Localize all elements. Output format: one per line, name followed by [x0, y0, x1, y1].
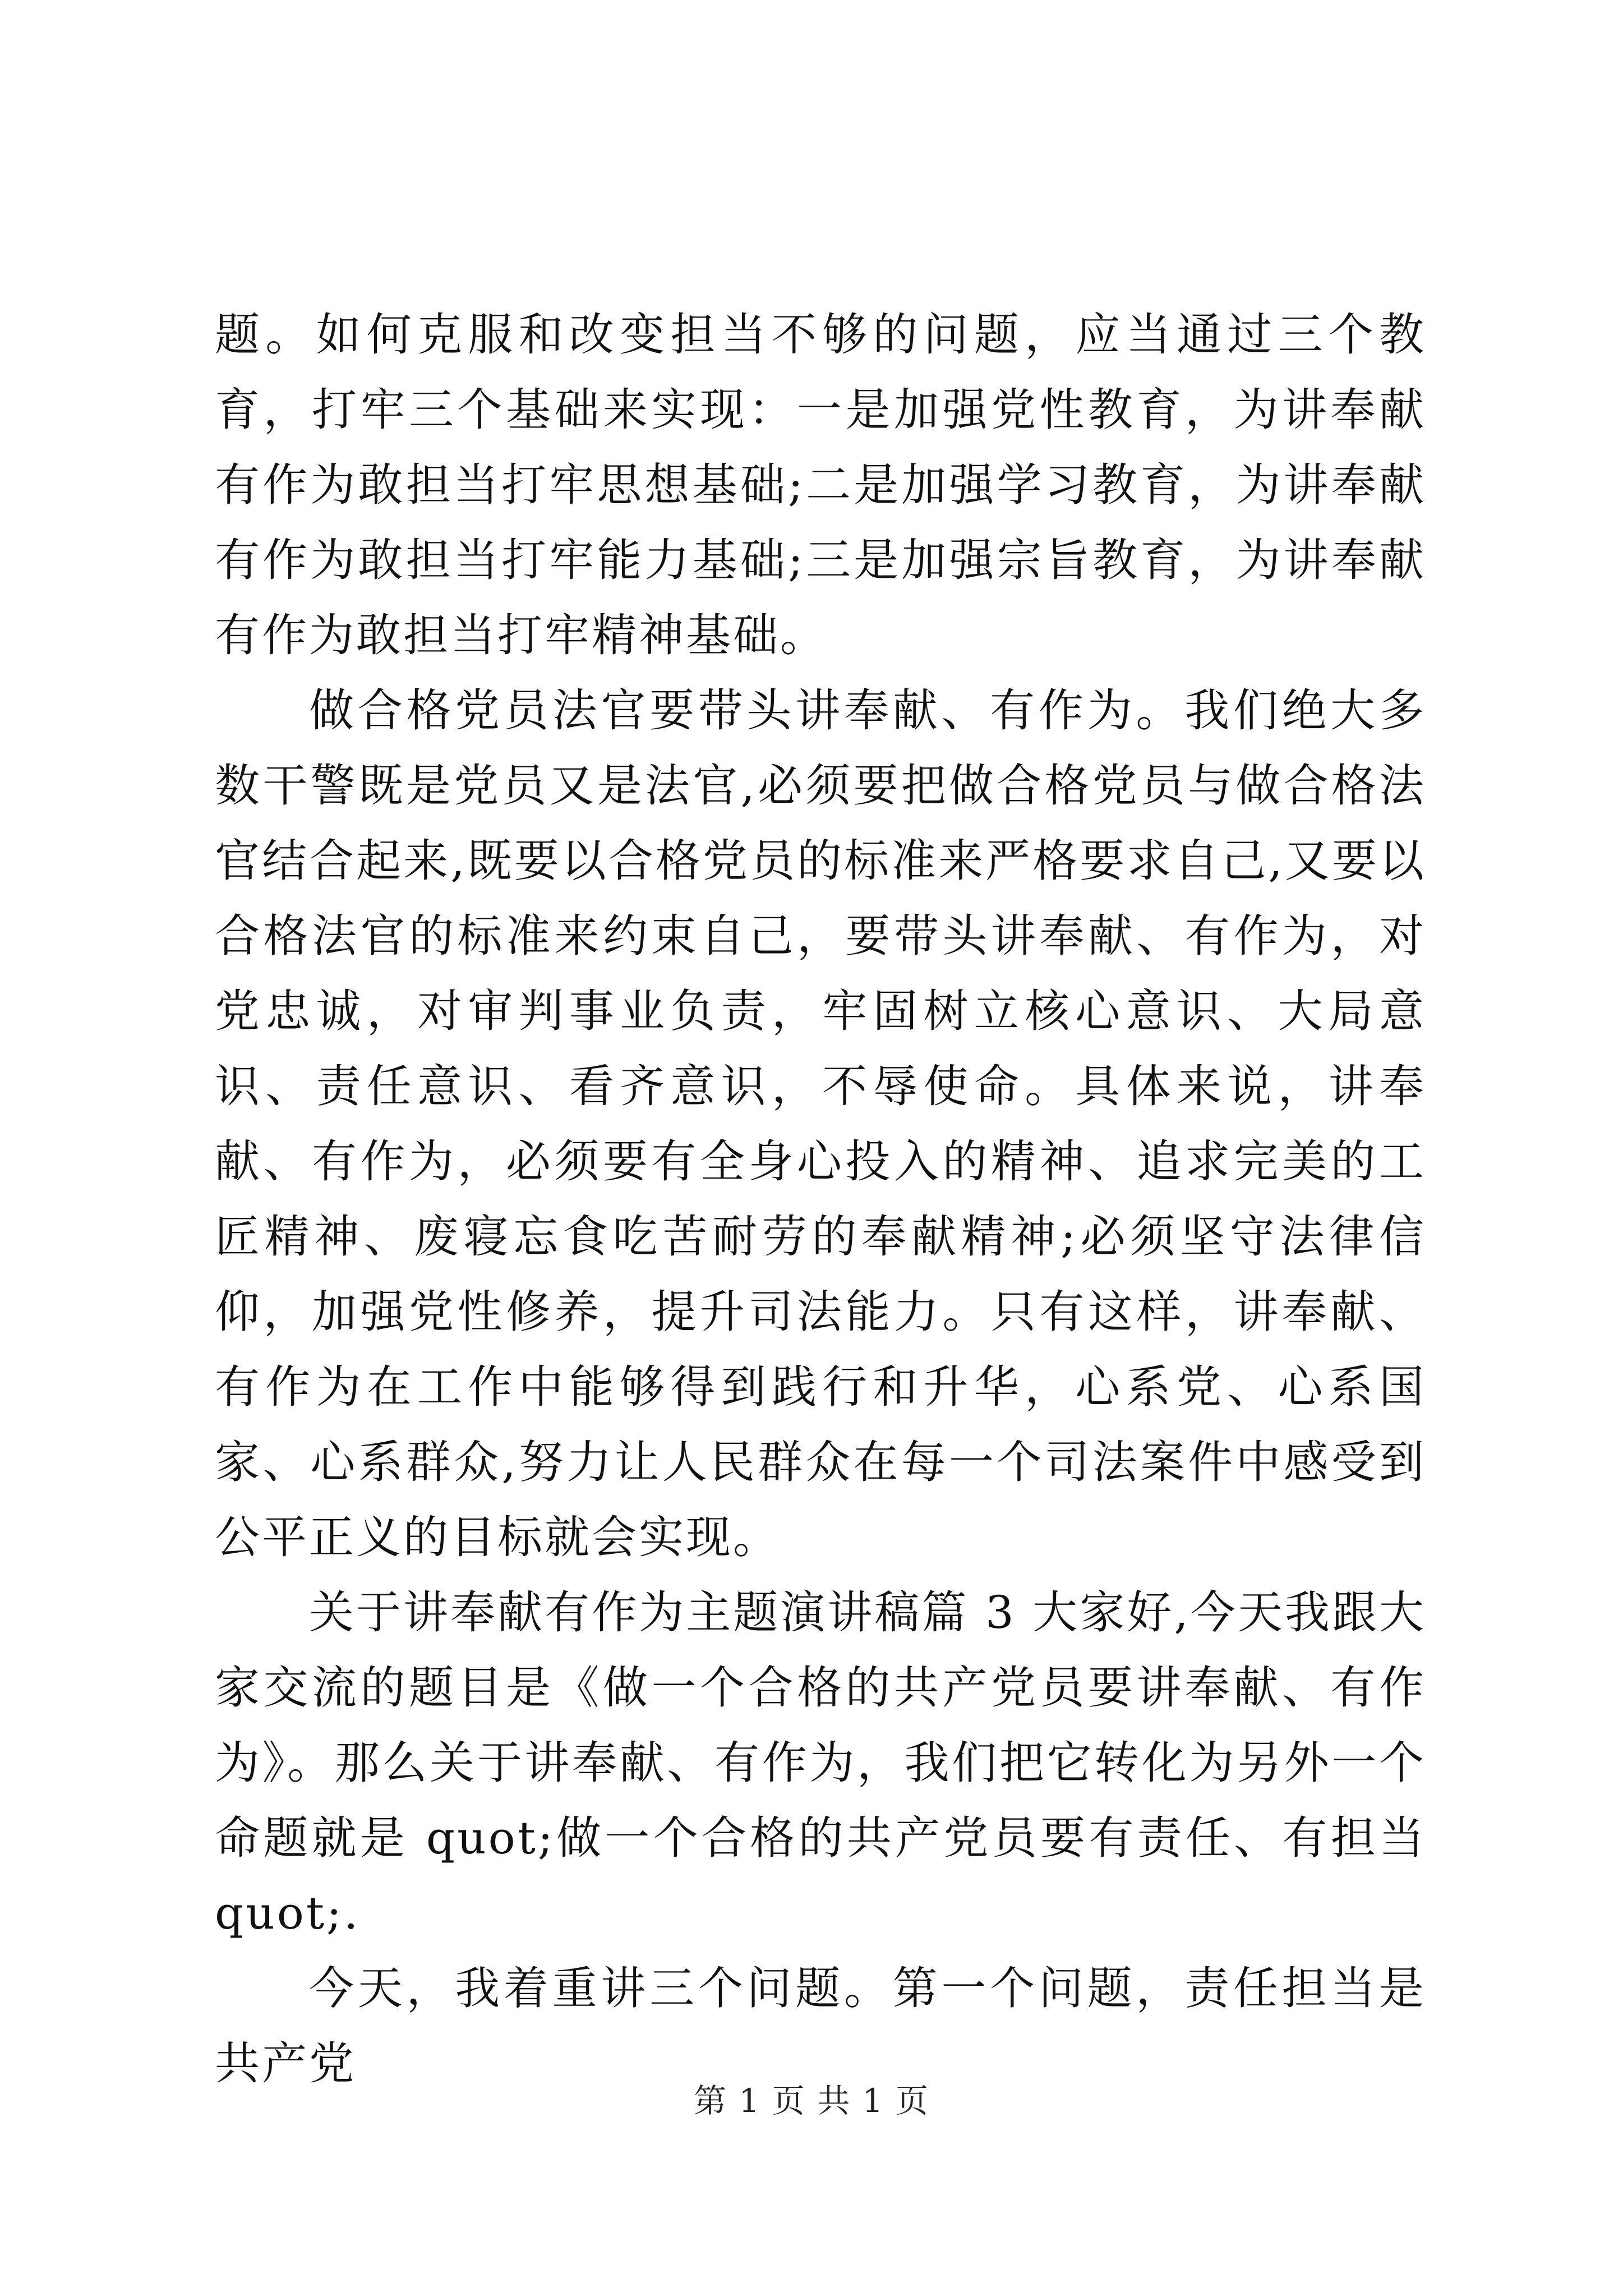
paragraph-3: 关于讲奉献有作为主题演讲稿篇 3 大家好,今天我跟大家交流的题目是《做一个合格的共产党员要讲奉献、有作为》。那么关于讲奉献、有作为，我们把它转化为另外一个命题就是 quot;做一个合格的共产党员要有责任、有担当 quot;.: [215, 1586, 1426, 1939]
paragraph-4: 今天，我着重讲三个问题。第一个问题，责任担当是共产党: [215, 1962, 1426, 2090]
page-number-footer: 第 1 页 共 1 页: [694, 2082, 929, 2120]
paragraph-1: 题。如何克服和改变担当不够的问题，应当通过三个教育，打牢三个基础来实现：一是加强党性教育，为讲奉献有作为敢担当打牢思想基础;二是加强学习教育，为讲奉献有作为敢担当打牢能力基础;三是加强宗旨教育，为讲奉献有作为敢担当打牢精神基础。: [215, 309, 1426, 661]
document-body: [215, 297, 1426, 2101]
paragraph-2: 做合格党员法官要带头讲奉献、有作为。我们绝大多数干警既是党员又是法官,必须要把做合格党员与做合格法官结合起来,既要以合格党员的标准来严格要求自己,又要以合格法官的标准来约束自己，要带头讲奉献、有作为，对党忠诚，对审判事业负责，牢固树立核心意识、大局意识、责任意识、看齐意识，不辱使命。具体来说，讲奉献、有作为，必须要有全身心投入的精神、追求完美的工匠精神、废寝忘食吃苦耐劳的奉献精神;必须坚守法律信仰，加强党性修养，提升司法能力。只有这样，讲奉献、有作为在工作中能够得到践行和升华，心系党、心系国家、心系群众,努力让人民群众在每一个司法案件中感受到公平正义的目标就会实现。: [215, 684, 1426, 1563]
